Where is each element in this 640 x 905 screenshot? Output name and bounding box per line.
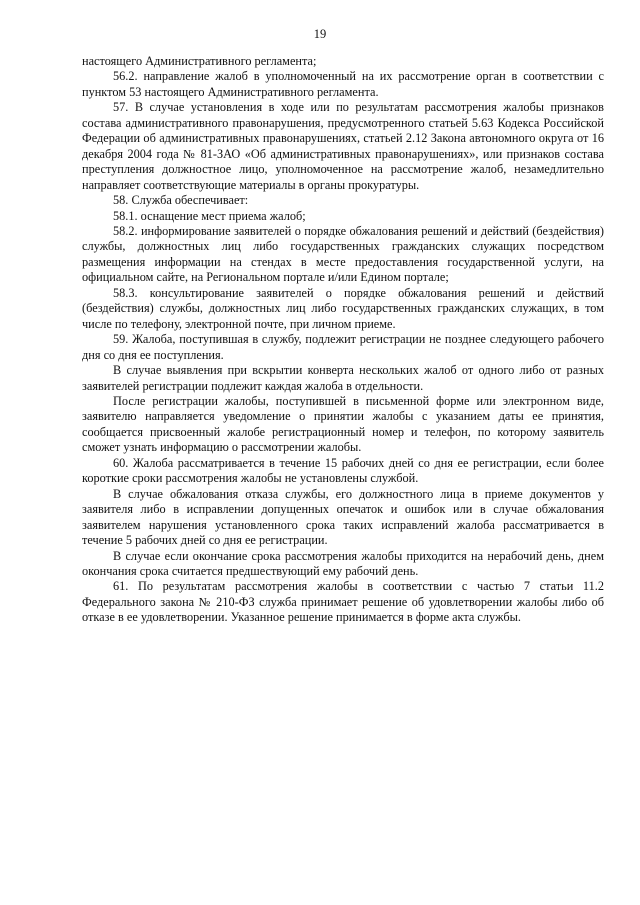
paragraph: После регистрации жалобы, поступившей в письменной форме или электронном виде, заявителю направляется уведомление о принятии жалобы с указанием даты ее принятия, сообщается присвоенный жалобе регистрационный номер и телефон, по которому заявитель сможет узнать информацию о рассмотрении жалобы. — [82, 393, 604, 455]
paragraph: В случае обжалования отказа службы, его должностного лица в приеме документов у заявителя либо в исправлении допущенных опечаток и ошибок или в случае обжалования заявителем нарушения установленного срока таких исправлений жалоба рассматривается в течение 5 рабочих дней со дня ее регистрации. — [82, 486, 604, 548]
paragraph: 59. Жалоба, поступившая в службу, подлежит регистрации не позднее следующего рабочего дня со дня ее поступления. — [82, 332, 604, 362]
paragraph: 58.3. консультирование заявителей о порядке обжалования решений и действий (бездействия) службы, должностных лиц либо государственных гражданских служащих, в том числе по телефону, электронной почте, при личном приеме. — [82, 285, 604, 331]
paragraph: настоящего Административного регламента; — [82, 54, 317, 68]
paragraph: 60. Жалоба рассматривается в течение 15 рабочих дней со дня ее регистрации, если более короткие сроки рассмотрения жалобы не установлены службой. — [82, 455, 604, 486]
paragraph: В случае выявления при вскрытии конверта нескольких жалоб от одного либо от разных заявителей регистрации подлежит каждая жалоба в отдельности. — [82, 363, 604, 393]
paragraph: 58.2. информирование заявителей о порядке обжалования решений и действий (бездействия) службы, должностных лиц либо государственных гражданских служащих посредством размещения информации на стендах в месте предоставления государственной услуги, на официальном сайте, на Региональном портале и/или Едином портале; — [82, 223, 604, 285]
paragraph: 56.2. направление жалоб в уполномоченный на их рассмотрение орган в соответствии с пунктом 53 настоящего Административного регламента. — [82, 69, 604, 99]
paragraph: 58. Служба обеспечивает: — [113, 193, 249, 208]
paragraph: 61. По результатам рассмотрения жалобы в соответствии с частью 7 статьи 11.2 Федерального закона № 210-ФЗ служба принимает решение об удовлетворении жалобы либо об отказе в ее удовлетворении. Указанное решение принимается в форме акта службы. — [82, 579, 604, 625]
paragraph: 57. В случае установления в ходе или по результатам рассмотрения жалобы признаков состава административного правонарушения, предусмотренного статьей 5.63 Кодекса Российской Федерации об административных правонарушениях, статьей 2.12 Закона автономного округа от 16 декабря 2004 года № 81-ЗАО «Об административных правонарушениях», или признаков состава преступления должностное лицо, уполномоченное на рассмотрение жалоб, незамедлительно направляет соответствующие материалы в органы прокуратуры. — [82, 100, 604, 192]
paragraph: 58.1. оснащение мест приема жалоб; — [113, 208, 306, 223]
document-body — [82, 54, 604, 626]
paragraph: В случае если окончание срока рассмотрения жалобы приходится на нерабочий день, днем окончания срока считается предшествующий ему рабочий день. — [82, 548, 604, 578]
page-number: 19 — [313, 27, 327, 41]
